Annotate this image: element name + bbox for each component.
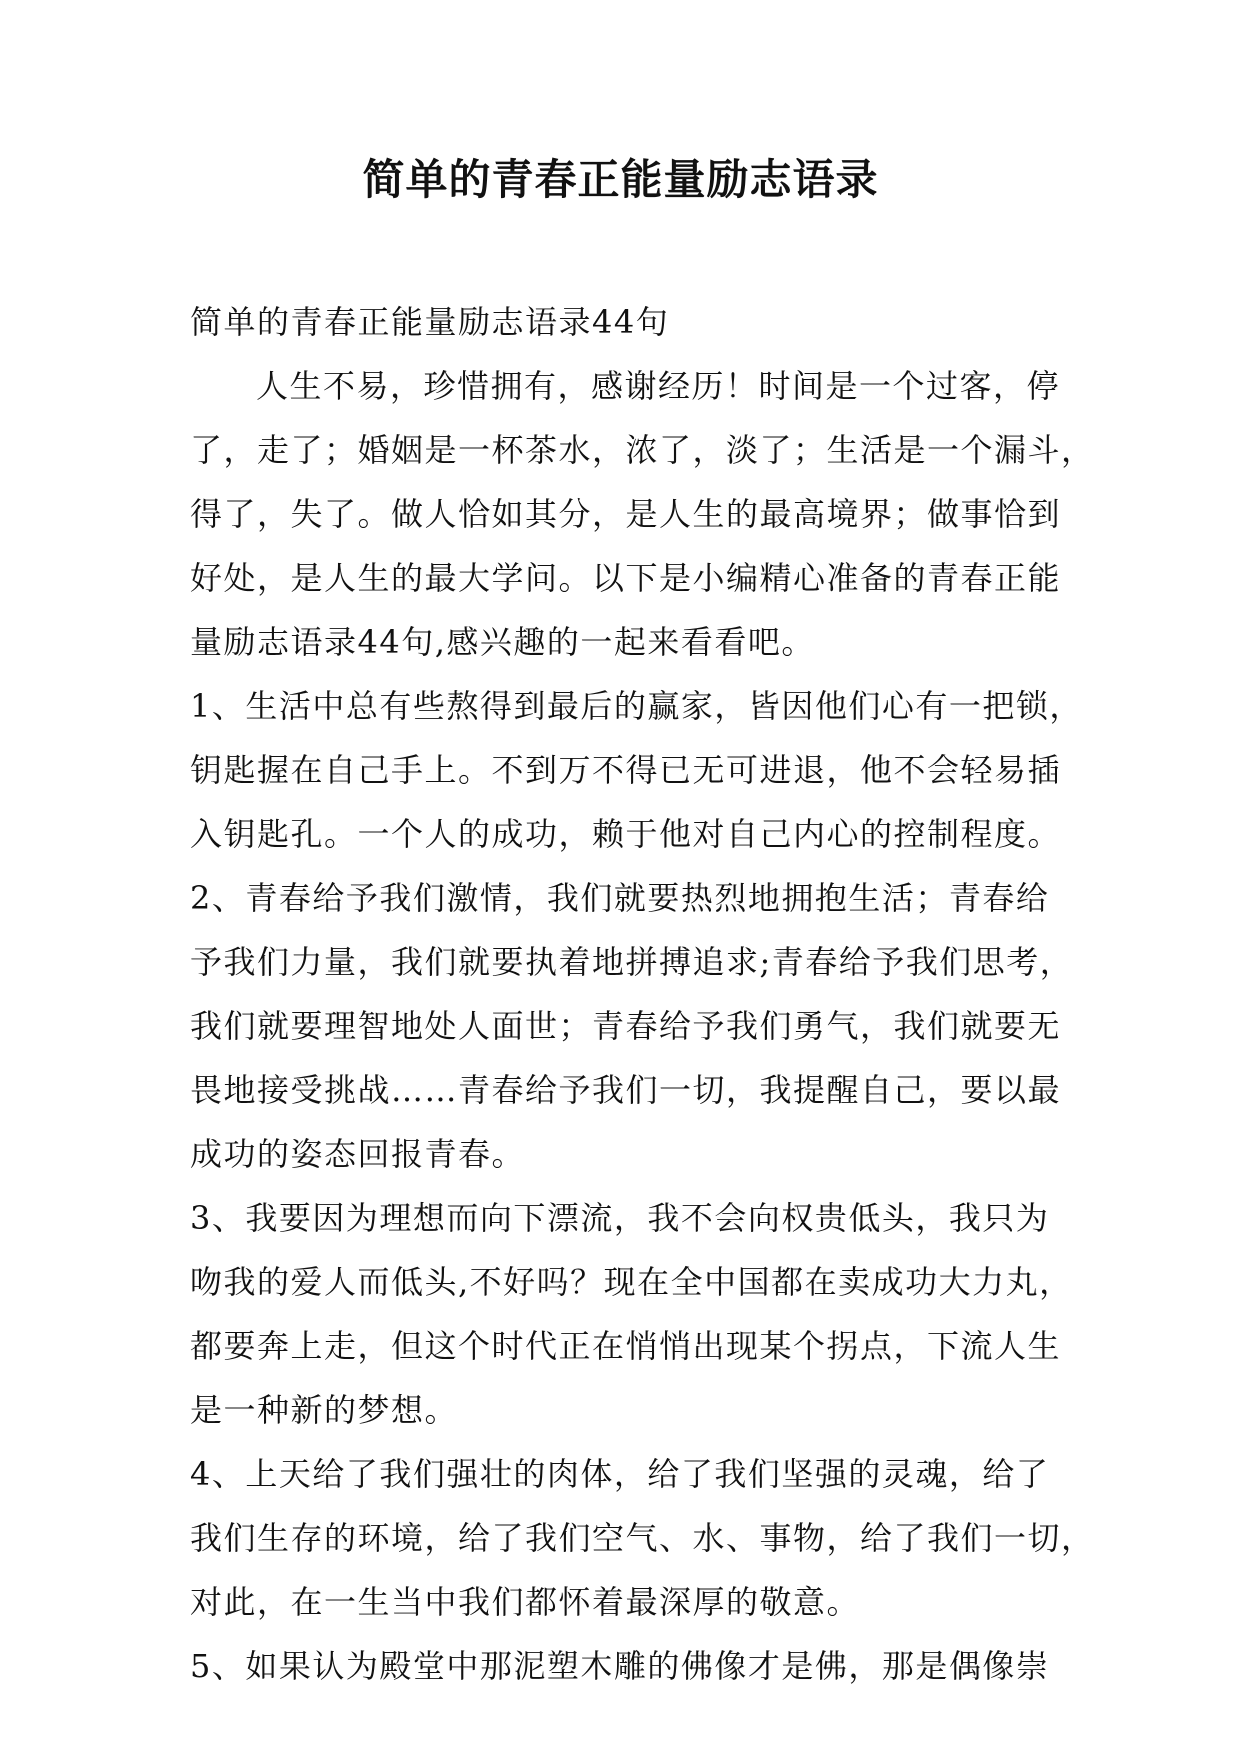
- quote-3-line: 吻我的爱人而低头,不好吗？现在全中国都在卖成功大力丸，: [190, 1263, 1073, 1301]
- quote-4-line: 对此，在一生当中我们都怀着最深厚的敬意。: [190, 1583, 861, 1621]
- subtitle-line: 简单的青春正能量励志语录44句: [190, 303, 670, 341]
- document-body: [190, 290, 1095, 1698]
- quote-2-line: 2、青春给予我们激情，我们就要热烈地拥抱生活；青春给: [190, 879, 1050, 917]
- document-title: 简单的青春正能量励志语录: [362, 155, 879, 204]
- intro-line: 人生不易，珍惜拥有，感谢经历！时间是一个过客，停: [256, 367, 1061, 405]
- quote-1-line: 钥匙握在自己手上。不到万不得已无可进退，他不会轻易插: [190, 751, 1062, 789]
- quote-2-line: 予我们力量，我们就要执着地拼搏追求;青春给予我们思考，: [190, 943, 1074, 981]
- intro-line: 了，走了；婚姻是一杯茶水，浓了，淡了；生活是一个漏斗，: [190, 431, 1095, 469]
- quote-2-line: 我们就要理智地处人面世；青春给予我们勇气，我们就要无: [190, 1007, 1062, 1045]
- intro-line: 好处，是人生的最大学问。以下是小编精心准备的青春正能: [190, 559, 1062, 597]
- quote-1-line: 1、生活中总有些熬得到最后的赢家，皆因他们心有一把锁，: [190, 687, 1083, 725]
- quote-4-line: 4、上天给了我们强壮的肉体，给了我们坚强的灵魂，给了: [190, 1455, 1050, 1493]
- quote-3-line: 是一种新的梦想。: [190, 1391, 459, 1429]
- intro-line: 量励志语录44句,感兴趣的一起来看看吧。: [190, 623, 815, 661]
- quote-3-line: 3、我要因为理想而向下漂流，我不会向权贵低头，我只为: [190, 1199, 1050, 1237]
- quote-1-line: 入钥匙孔。一个人的成功，赖于他对自己内心的控制程度。: [190, 815, 1062, 853]
- quote-2-line: 畏地接受挑战……青春给予我们一切，我提醒自己，要以最: [190, 1071, 1062, 1109]
- quote-5-line: 5、如果认为殿堂中那泥塑木雕的佛像才是佛，那是偶像崇: [190, 1647, 1050, 1685]
- quote-4-line: 我们生存的环境，给了我们空气、水、事物，给了我们一切，: [190, 1519, 1095, 1557]
- quote-3-line: 都要奔上走，但这个时代正在悄悄出现某个拐点，下流人生: [190, 1327, 1062, 1365]
- quote-2-line: 成功的姿态回报青春。: [190, 1135, 526, 1173]
- intro-line: 得了，失了。做人恰如其分，是人生的最高境界；做事恰到: [190, 495, 1062, 533]
